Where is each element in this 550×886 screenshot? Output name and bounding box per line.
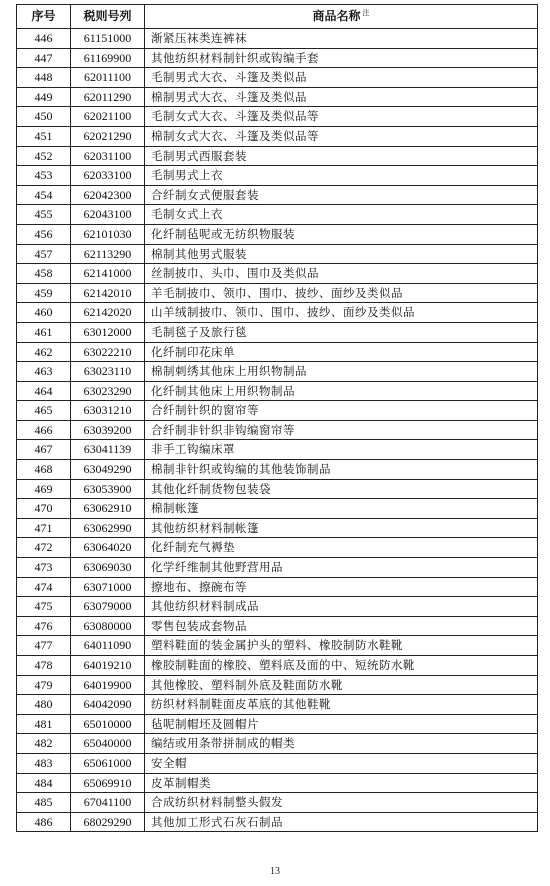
row-name-cell: 毛制男式西服套装 [145,146,538,166]
table-row [17,460,538,480]
row-name-cell: 毛制男式上衣 [145,166,538,186]
table-row [17,401,538,421]
row-name-cell: 丝制披巾、头巾、围巾及类似品 [145,264,538,284]
row-name-cell: 化纤制印花床单 [145,342,538,362]
table-row [17,48,538,68]
table-row [17,224,538,244]
row-name-cell: 棉制刺绣其他床上用织物制品 [145,362,538,382]
row-name-cell: 合纤制非针织非钩编窗帘等 [145,420,538,440]
row-code-cell: 64042090 [71,695,145,715]
row-code-cell: 65069910 [71,773,145,793]
table-row [17,322,538,342]
row-name-cell: 化纤制毡呢或无纺织物服装 [145,224,538,244]
table-body [17,29,538,832]
row-index-cell: 478 [17,656,71,676]
table-row [17,146,538,166]
row-index-cell: 468 [17,460,71,480]
table-row [17,695,538,715]
row-index-cell: 476 [17,616,71,636]
row-name-cell: 毡呢制帽坯及圆帽片 [145,714,538,734]
row-name-cell: 化纤制其他床上用织物制品 [145,381,538,401]
row-code-cell: 62021100 [71,107,145,127]
row-code-cell: 64019210 [71,656,145,676]
row-index-cell: 473 [17,558,71,578]
row-index-cell: 469 [17,479,71,499]
table-row [17,283,538,303]
table-row [17,675,538,695]
tariff-table-container [16,4,537,832]
row-code-cell: 63079000 [71,597,145,617]
row-code-cell: 62033100 [71,166,145,186]
row-code-cell: 62101030 [71,224,145,244]
table-row [17,68,538,88]
row-code-cell: 63064020 [71,538,145,558]
row-index-cell: 479 [17,675,71,695]
row-name-cell: 棉制非针织或钩编的其他装饰制品 [145,460,538,480]
row-index-cell: 477 [17,636,71,656]
table-row [17,538,538,558]
row-name-cell: 渐紧压袜类连裤袜 [145,29,538,49]
row-name-cell: 其他纺织材料制成品 [145,597,538,617]
row-name-cell: 编结或用条带拼制成的帽类 [145,734,538,754]
row-name-cell: 合纤制女式便服套装 [145,185,538,205]
row-code-cell: 63049290 [71,460,145,480]
row-code-cell: 63069030 [71,558,145,578]
row-index-cell: 453 [17,166,71,186]
row-index-cell: 465 [17,401,71,421]
header-name [145,5,538,29]
row-index-cell: 484 [17,773,71,793]
table-row [17,499,538,519]
row-code-cell: 65040000 [71,734,145,754]
row-index-cell: 466 [17,420,71,440]
row-name-cell: 羊毛制披巾、领巾、围巾、披纱、面纱及类似品 [145,283,538,303]
row-code-cell: 67041100 [71,793,145,813]
row-name-cell: 零售包装成套物品 [145,616,538,636]
row-name-cell: 毛制毯子及旅行毯 [145,322,538,342]
row-index-cell: 447 [17,48,71,68]
row-index-cell: 480 [17,695,71,715]
table-row [17,518,538,538]
row-name-cell: 化学纤维制其他野营用品 [145,558,538,578]
table-row [17,597,538,617]
table-row [17,558,538,578]
row-code-cell: 62031100 [71,146,145,166]
row-name-cell: 皮革制帽类 [145,773,538,793]
row-name-cell: 塑料鞋面的装金属护头的塑料、橡胶制防水鞋靴 [145,636,538,656]
row-code-cell: 62021290 [71,126,145,146]
header-code: 税则号列 [71,5,145,29]
table-row [17,793,538,813]
row-name-cell: 其他化纤制货物包装袋 [145,479,538,499]
row-index-cell: 474 [17,577,71,597]
row-code-cell: 64019900 [71,675,145,695]
row-index-cell: 486 [17,812,71,832]
row-name-cell: 纺织材料制鞋面皮革底的其他鞋靴 [145,695,538,715]
row-index-cell: 452 [17,146,71,166]
table-row [17,714,538,734]
row-index-cell: 462 [17,342,71,362]
row-index-cell: 467 [17,440,71,460]
row-code-cell: 63022210 [71,342,145,362]
row-name-cell: 化纤制充气褥垫 [145,538,538,558]
row-code-cell: 63062910 [71,499,145,519]
header-name-label: 商品名称 [312,9,361,23]
row-code-cell: 62011100 [71,68,145,88]
row-index-cell: 481 [17,714,71,734]
row-name-cell: 毛制男式大衣、斗篷及类似品 [145,68,538,88]
row-code-cell: 63023110 [71,362,145,382]
row-code-cell: 61151000 [71,29,145,49]
table-row [17,616,538,636]
row-index-cell: 460 [17,303,71,323]
row-index-cell: 455 [17,205,71,225]
row-code-cell: 65061000 [71,753,145,773]
table-row [17,107,538,127]
table-row [17,264,538,284]
row-name-cell: 山羊绒制披巾、领巾、围巾、披纱、面纱及类似品 [145,303,538,323]
table-row [17,244,538,264]
table-row [17,166,538,186]
row-index-cell: 463 [17,362,71,382]
row-index-cell: 461 [17,322,71,342]
header-name-note: 注 [362,9,370,17]
row-code-cell: 63039200 [71,420,145,440]
row-index-cell: 459 [17,283,71,303]
row-code-cell: 65010000 [71,714,145,734]
row-index-cell: 446 [17,29,71,49]
row-name-cell: 橡胶制鞋面的橡胶、塑料底及面的中、短统防水靴 [145,656,538,676]
row-index-cell: 483 [17,753,71,773]
table-row [17,87,538,107]
row-code-cell: 63041139 [71,440,145,460]
row-code-cell: 63062990 [71,518,145,538]
row-name-cell: 棉制帐篷 [145,499,538,519]
row-name-cell: 合纤制针织的窗帘等 [145,401,538,421]
table-row [17,440,538,460]
table-row [17,479,538,499]
table-row [17,577,538,597]
row-code-cell: 62141000 [71,264,145,284]
table-row [17,126,538,146]
table-row [17,656,538,676]
row-name-cell: 毛制女式上衣 [145,205,538,225]
row-code-cell: 62043100 [71,205,145,225]
table-row [17,381,538,401]
row-index-cell: 454 [17,185,71,205]
tariff-table [16,4,538,832]
row-index-cell: 485 [17,793,71,813]
row-index-cell: 475 [17,597,71,617]
row-index-cell: 482 [17,734,71,754]
row-index-cell: 472 [17,538,71,558]
row-code-cell: 68029290 [71,812,145,832]
row-index-cell: 449 [17,87,71,107]
row-name-cell: 擦地布、擦碗布等 [145,577,538,597]
row-code-cell: 61169900 [71,48,145,68]
table-row [17,185,538,205]
table-row [17,205,538,225]
header-index: 序号 [17,5,71,29]
row-name-cell: 安全帽 [145,753,538,773]
row-index-cell: 458 [17,264,71,284]
row-code-cell: 62142020 [71,303,145,323]
row-name-cell: 棉制女式大衣、斗篷及类似品等 [145,126,538,146]
page-number: 13 [270,866,280,877]
row-index-cell: 470 [17,499,71,519]
row-code-cell: 64011090 [71,636,145,656]
table-row [17,303,538,323]
table-row [17,420,538,440]
row-index-cell: 471 [17,518,71,538]
table-row [17,812,538,832]
row-index-cell: 457 [17,244,71,264]
row-code-cell: 63080000 [71,616,145,636]
table-row [17,636,538,656]
row-name-cell: 棉制男式大衣、斗篷及类似品 [145,87,538,107]
row-name-cell: 其他加工形式石灰石制品 [145,812,538,832]
row-code-cell: 63031210 [71,401,145,421]
table-row [17,773,538,793]
row-index-cell: 456 [17,224,71,244]
row-name-cell: 合成纺织材料制整头假发 [145,793,538,813]
row-code-cell: 62113290 [71,244,145,264]
row-code-cell: 63071000 [71,577,145,597]
row-name-cell: 棉制其他男式服装 [145,244,538,264]
table-row [17,29,538,49]
row-name-cell: 毛制女式大衣、斗篷及类似品等 [145,107,538,127]
row-code-cell: 63053900 [71,479,145,499]
row-name-cell: 其他橡胶、塑料制外底及鞋面防水靴 [145,675,538,695]
table-row [17,753,538,773]
row-index-cell: 448 [17,68,71,88]
row-code-cell: 62042300 [71,185,145,205]
row-index-cell: 464 [17,381,71,401]
row-index-cell: 450 [17,107,71,127]
table-row [17,362,538,382]
table-row [17,734,538,754]
row-name-cell: 其他纺织材料制针织或钩编手套 [145,48,538,68]
table-row [17,342,538,362]
row-code-cell: 62142010 [71,283,145,303]
row-name-cell: 非手工钩编床罩 [145,440,538,460]
table-header-row [17,5,538,29]
row-code-cell: 62011290 [71,87,145,107]
row-code-cell: 63012000 [71,322,145,342]
row-code-cell: 63023290 [71,381,145,401]
row-name-cell: 其他纺织材料制帐篷 [145,518,538,538]
row-index-cell: 451 [17,126,71,146]
